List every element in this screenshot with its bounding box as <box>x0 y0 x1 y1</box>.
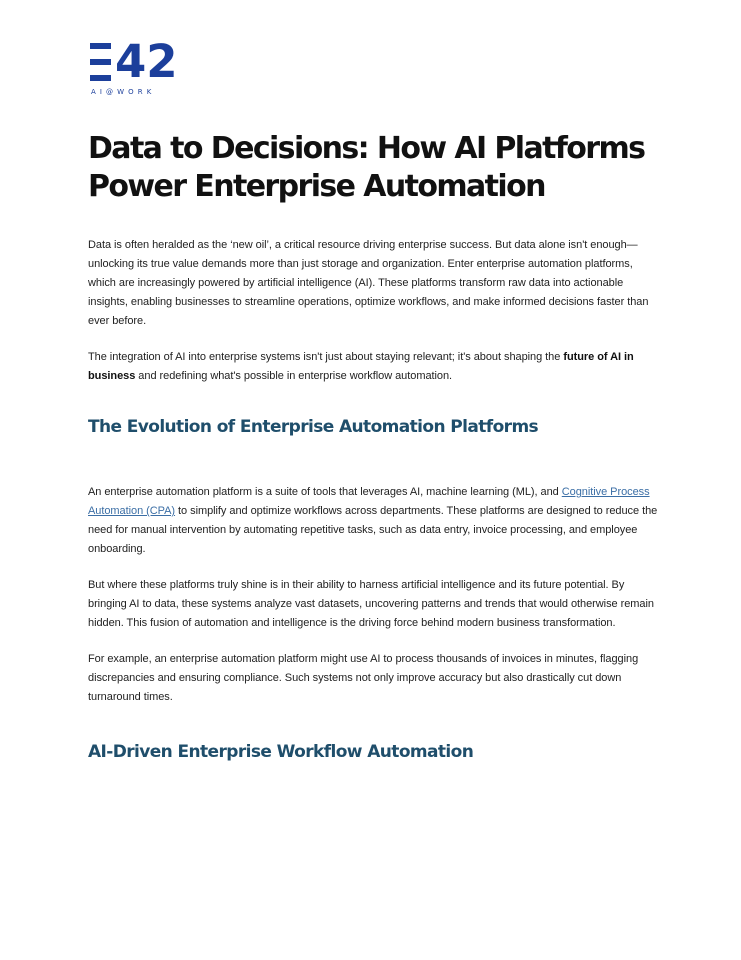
section-1-paragraph-2: But where these platforms truly shine is in their ability to harness artificial intelligence and its future potential. By bringing AI to data, these systems analyze vast datasets, uncovering patterns and trends that would otherwise remain hidden. This fusion of automation and intelligence is the driving force behind modern business transformation. <box>88 579 654 629</box>
intro-paragraph-1: Data is often heralded as the ‘new oil’, a critical resource driving enterprise success. But data alone isn't enough—unlocking its true value demands more than just storage and organization. Enter enterprise automation platforms, which are increasingly powered by artificial intelligence (AI). These platforms transform raw data into actionable insights, enabling businesses to streamline operations, optimize workflows, and make informed decisions faster than ever before. <box>88 239 649 327</box>
document-page <box>88 35 658 764</box>
section-2-heading: AI-Driven Enterprise Workflow Automation <box>88 742 474 762</box>
s1-p1-text-before: An enterprise automation platform is a suite of tools that leverages AI, machine learning (ML), and <box>88 486 562 498</box>
intro-2-bold-phrase: future of AI in business <box>88 351 634 382</box>
logo-tagline: AI@WORK <box>91 88 156 96</box>
article-title: Data to Decisions: How AI Platforms Power Enterprise Automation <box>88 131 645 204</box>
logo-e-bars-icon <box>90 43 111 81</box>
intro-2-text-after: and redefining what's possible in enterprise workflow automation. <box>135 370 453 382</box>
logo-mark <box>90 35 190 88</box>
e42-logo[interactable] <box>90 35 190 96</box>
cpa-link[interactable]: Cognitive Process Automation (CPA) <box>88 486 650 517</box>
s1-p1-text-after: to simplify and optimize workflows across departments. These platforms are designed to reduce the need for manual intervention by automating repetitive tasks, such as data entry, invoice processing, and employee onboarding. <box>88 505 658 555</box>
intro-2-text-before: The integration of AI into enterprise systems isn't just about staying relevant; it's about shaping the <box>88 351 564 363</box>
intro-paragraph-2 <box>88 348 658 386</box>
section-1-paragraph-3: For example, an enterprise automation platform might use AI to process thousands of invoices in minutes, flagging discrepancies and ensuring compliance. Such systems not only improve accuracy but also drastically cut down turnaround times. <box>88 653 639 703</box>
section-1-paragraph-1 <box>88 483 658 559</box>
logo-digits: 42 <box>115 35 178 88</box>
section-1-heading: The Evolution of Enterprise Automation Platforms <box>88 417 539 437</box>
